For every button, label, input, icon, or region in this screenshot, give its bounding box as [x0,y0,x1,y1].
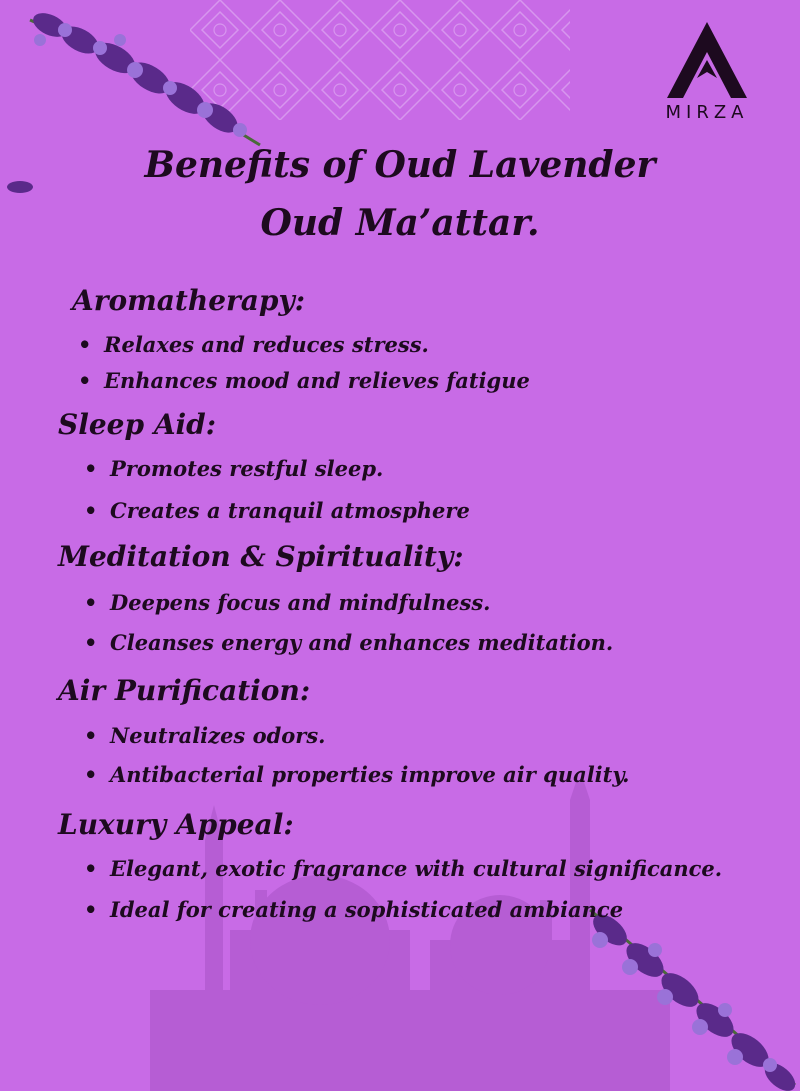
section-heading-luxury-appeal: Luxury Appeal: [58,808,294,841]
bullet-item: • Neutralizes odors. [110,723,325,748]
title-line-1: Benefits of Oud Lavender [144,144,656,186]
bullet-item: • Enhances mood and relieves fatigue [104,368,530,393]
section-heading-air-purification: Air Purification: [58,674,311,707]
bullet-item: • Promotes restful sleep. [110,456,383,481]
title-line-2: Oud Ma’attar. [260,202,540,244]
bullet-item: • Ideal for creating a sophisticated ambiance [110,897,623,922]
page-title [0,136,800,252]
bullet-item: • Relaxes and reduces stress. [104,332,429,357]
bullet-item: • Elegant, exotic fragrance with cultural significance. [110,856,722,881]
brand-logo [652,22,762,123]
section-heading-meditation: Meditation & Spirituality: [58,540,464,573]
bullet-item: • Creates a tranquil atmosphere [110,498,470,523]
lavender-sprig-icon [585,905,800,1091]
lavender-sprig-icon [20,0,270,150]
bullet-item: • Antibacterial properties improve air quality. [110,762,629,787]
section-heading-aromatherapy: Aromatherapy: [72,284,306,317]
bullet-item: • Cleanses energy and enhances meditation. [110,630,613,655]
brand-name: MIRZA [665,102,749,123]
bullet-item: • Deepens focus and mindfulness. [110,590,491,615]
brand-mark-icon [667,22,747,98]
section-heading-sleep-aid: Sleep Aid: [58,408,217,441]
